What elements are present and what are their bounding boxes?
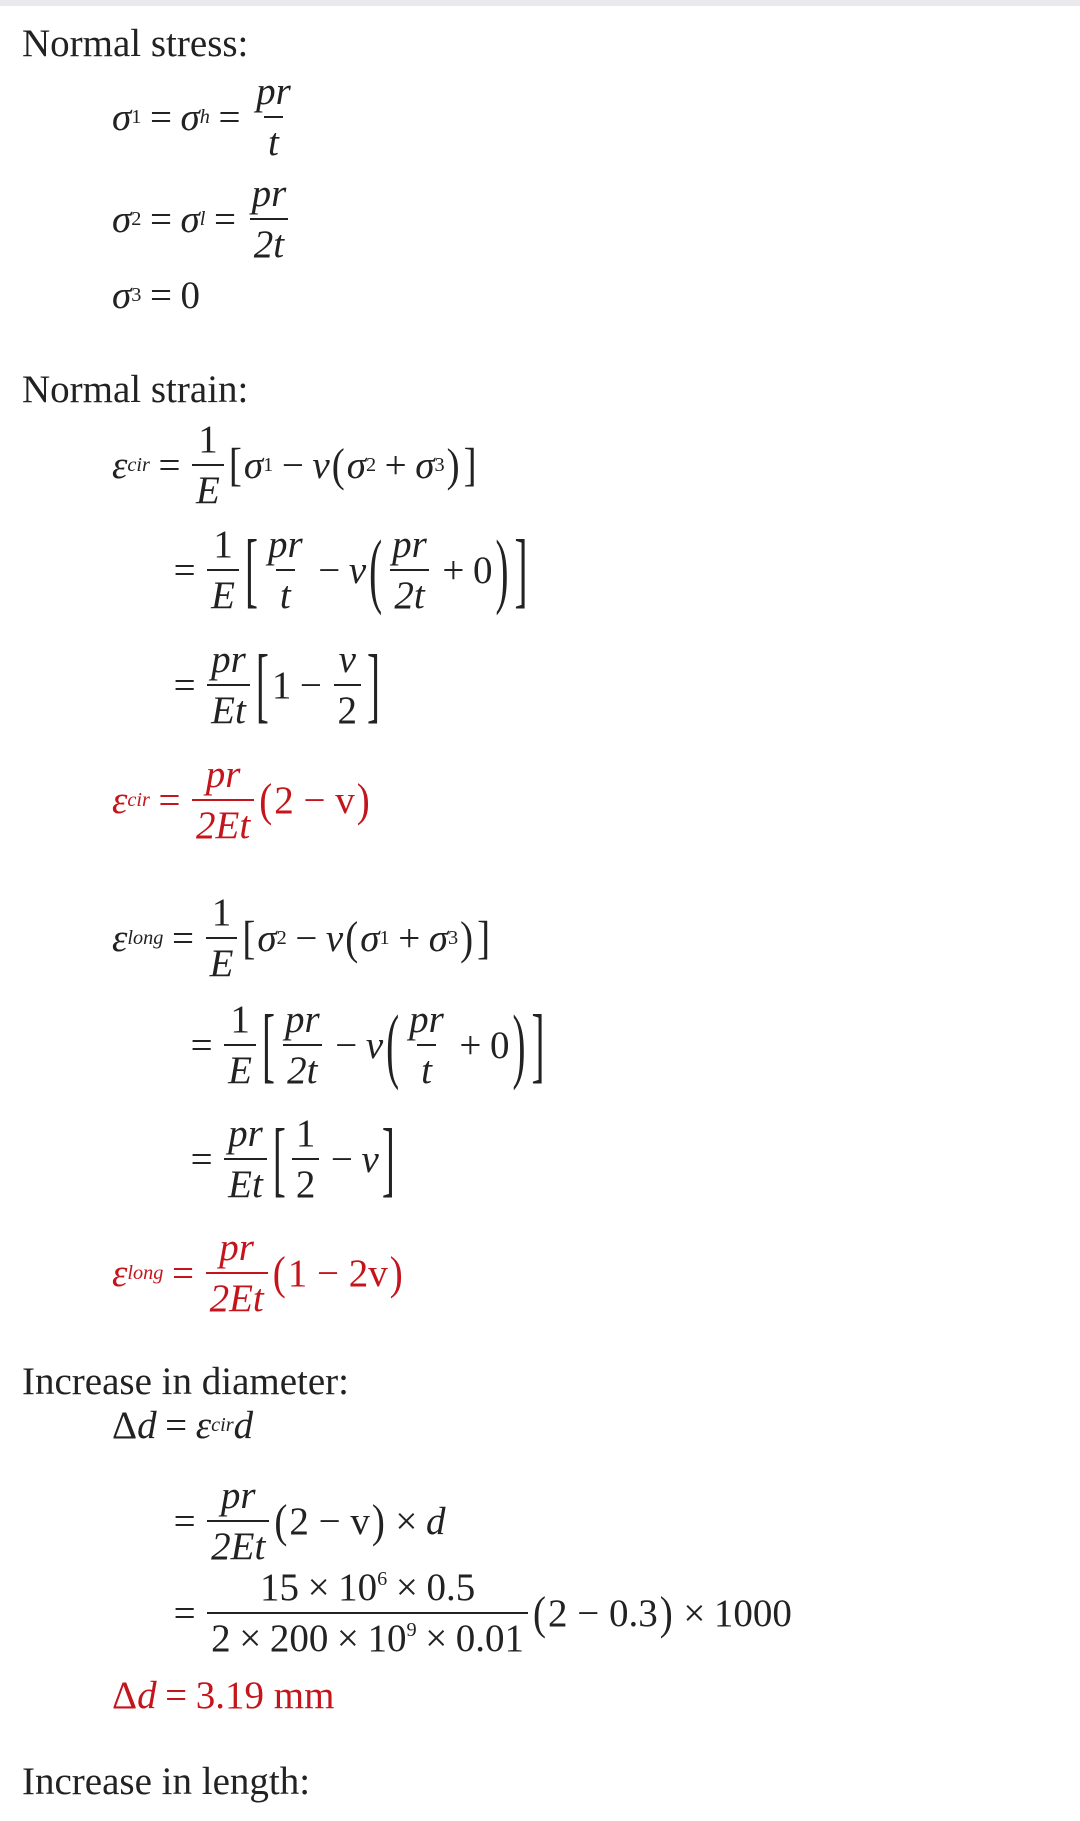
- operator: ×: [425, 1617, 448, 1660]
- expression: 2 − 0.3: [548, 1591, 658, 1635]
- operator: =: [165, 1404, 188, 1447]
- operator: ×: [239, 1617, 262, 1660]
- denominator: E: [206, 937, 238, 983]
- bracket: ]: [514, 523, 528, 617]
- symbol-sigma: σ: [360, 916, 380, 960]
- operator: +: [398, 916, 421, 960]
- symbol-sigma: σ: [180, 95, 200, 139]
- number: 0.5: [426, 1566, 476, 1609]
- equation-eps-long-line2: [182, 1000, 547, 1090]
- symbol-sigma: σ: [346, 443, 366, 487]
- subscript: long: [127, 926, 164, 949]
- numerator: pr: [251, 172, 287, 215]
- numerator: pr: [256, 70, 291, 113]
- numerator: [256, 1568, 479, 1612]
- equation-sigma1: [112, 72, 298, 162]
- operator: −: [335, 1023, 358, 1067]
- symbol-delta: Δ: [112, 1674, 138, 1717]
- numerator: pr: [228, 1112, 263, 1155]
- equation-eps-cir-line1: [112, 420, 479, 510]
- fraction: [252, 72, 295, 162]
- operator: =: [171, 916, 194, 960]
- numerator: pr: [211, 638, 246, 681]
- denominator: 2Et: [192, 799, 254, 845]
- fraction: [207, 640, 250, 730]
- numerator: 1: [213, 523, 233, 566]
- fraction: [292, 1114, 320, 1204]
- paren: ): [659, 1587, 673, 1639]
- equation-delta-d-line1: [112, 1406, 253, 1445]
- fraction: [224, 1114, 267, 1204]
- value-zero: 0: [489, 1023, 510, 1067]
- denominator: E: [224, 1044, 256, 1090]
- operator: =: [173, 1591, 196, 1635]
- paren: ): [512, 998, 526, 1092]
- symbol-epsilon: ε: [112, 1251, 128, 1295]
- operator: =: [149, 274, 172, 317]
- symbol-sigma: σ: [428, 916, 448, 960]
- fraction: [207, 1568, 528, 1658]
- denominator: t: [276, 569, 295, 615]
- bracket: [: [272, 1112, 286, 1206]
- operator: ×: [683, 1591, 706, 1635]
- equation-delta-d-line3: [165, 1568, 792, 1658]
- subscript: 3: [434, 453, 445, 476]
- denominator: t: [264, 116, 283, 162]
- paren: (: [369, 523, 383, 617]
- number: 10: [338, 1566, 378, 1609]
- subscript: l: [199, 207, 206, 230]
- result-value: 3.19: [195, 1674, 264, 1717]
- paren: (: [272, 1247, 286, 1299]
- equation-eps-cir-line2: [165, 525, 530, 615]
- symbol-d: d: [137, 1674, 157, 1717]
- symbol-sigma: σ: [243, 443, 264, 487]
- symbol-sigma: σ: [257, 916, 277, 960]
- symbol-nu: v: [365, 1023, 384, 1067]
- subscript: h: [199, 105, 210, 128]
- equation-sigma2: [112, 174, 293, 264]
- bracket: ]: [381, 1112, 395, 1206]
- fraction: [206, 893, 238, 983]
- result-unit: mm: [273, 1674, 335, 1717]
- subscript: 3: [131, 284, 142, 307]
- subscript: 2: [365, 453, 377, 476]
- operator: =: [171, 1251, 194, 1295]
- symbol-delta: Δ: [112, 1404, 138, 1447]
- operator: −: [299, 663, 322, 707]
- numerator: pr: [205, 753, 241, 796]
- operator: =: [158, 443, 181, 487]
- number: 10: [367, 1617, 407, 1660]
- number: 200: [269, 1617, 329, 1660]
- subscript: 2: [276, 926, 287, 949]
- bracket: [: [244, 523, 258, 617]
- operator: −: [318, 548, 341, 592]
- paren: ): [446, 439, 460, 491]
- symbol-epsilon: ε: [195, 1404, 212, 1447]
- fraction: [207, 1476, 269, 1566]
- denominator: 2t: [390, 569, 428, 615]
- paren: ): [460, 912, 474, 964]
- fraction: [264, 525, 307, 615]
- symbol-nu: v: [312, 443, 330, 487]
- numerator: pr: [267, 523, 303, 566]
- equation-eps-cir-line3: [165, 640, 383, 730]
- fraction: [192, 420, 224, 510]
- subscript: long: [127, 1261, 164, 1284]
- expression: 2 − v: [289, 1499, 370, 1543]
- symbol-d: d: [425, 1499, 446, 1543]
- value-one: 1: [271, 663, 292, 707]
- value-zero: 0: [180, 274, 201, 317]
- symbol-epsilon: ε: [112, 778, 128, 822]
- bracket: ]: [531, 998, 545, 1092]
- numerator: pr: [220, 1474, 256, 1517]
- operator: +: [459, 1023, 482, 1067]
- fraction: [281, 1000, 324, 1090]
- fraction: [388, 525, 431, 615]
- denominator: Et: [224, 1158, 267, 1204]
- fraction: [192, 755, 254, 845]
- denominator: 2t: [250, 218, 288, 264]
- denominator: 2Et: [206, 1272, 268, 1318]
- heading-increase-in-length: Increase in length:: [22, 1760, 311, 1803]
- symbol-sigma: σ: [112, 197, 132, 241]
- subscript: 2: [131, 207, 142, 230]
- number: 1000: [713, 1591, 792, 1635]
- page-top-bar: [0, 0, 1080, 6]
- number: 0.01: [455, 1617, 525, 1660]
- result-eps-long: [112, 1228, 405, 1318]
- operator: +: [384, 443, 407, 487]
- paren: (: [533, 1587, 547, 1639]
- symbol-sigma: σ: [415, 443, 435, 487]
- operator: =: [173, 1499, 196, 1543]
- symbol-nu: v: [348, 548, 367, 592]
- operator: =: [190, 1137, 213, 1181]
- denominator: Et: [207, 684, 250, 730]
- subscript: 1: [131, 105, 142, 128]
- symbol-sigma: σ: [180, 197, 200, 241]
- subscript: cir: [211, 1414, 234, 1437]
- exponent: 9: [406, 1618, 417, 1641]
- bracket: [: [242, 912, 256, 964]
- bracket: ]: [367, 638, 380, 732]
- numerator: 1: [230, 998, 250, 1041]
- denominator: E: [192, 464, 224, 510]
- subscript: 3: [448, 926, 459, 949]
- result-eps-cir: [112, 755, 372, 845]
- symbol-d: d: [137, 1404, 157, 1447]
- subscript: cir: [127, 788, 150, 811]
- expression: 1 − 2v: [287, 1251, 388, 1295]
- operator: =: [149, 95, 172, 139]
- heading-normal-strain: Normal strain:: [22, 368, 249, 411]
- symbol-nu: v: [325, 916, 344, 960]
- operator: −: [281, 443, 304, 487]
- symbol-d: d: [233, 1404, 254, 1447]
- subscript: 1: [379, 926, 390, 949]
- fraction: [334, 640, 362, 730]
- fraction: [224, 1000, 256, 1090]
- operator: +: [442, 548, 465, 592]
- number: 15: [259, 1566, 299, 1609]
- symbol-epsilon: ε: [112, 916, 128, 960]
- operator: =: [158, 778, 181, 822]
- operator: =: [165, 1674, 188, 1717]
- operator: ×: [336, 1617, 359, 1660]
- denominator: 2: [334, 684, 362, 730]
- bracket: ]: [463, 439, 477, 491]
- numerator: pr: [409, 998, 444, 1041]
- paren: (: [274, 1495, 288, 1547]
- symbol-nu: v: [361, 1137, 379, 1181]
- numerator: pr: [219, 1226, 254, 1269]
- numerator: pr: [392, 523, 427, 566]
- paren: (: [345, 912, 359, 964]
- fraction: [248, 174, 291, 264]
- symbol-sigma: σ: [112, 274, 132, 317]
- operator: −: [330, 1137, 353, 1181]
- paren: ): [371, 1495, 385, 1547]
- denominator: 2: [292, 1158, 320, 1204]
- paren: (: [331, 439, 345, 491]
- paren: ): [495, 523, 509, 617]
- operator: ×: [395, 1566, 418, 1609]
- equation-delta-d-line2: [165, 1476, 445, 1566]
- equation-sigma3: [112, 276, 200, 315]
- paren: (: [259, 774, 273, 826]
- denominator: 2t: [283, 1044, 321, 1090]
- operator: =: [173, 663, 196, 707]
- numerator: v: [338, 638, 356, 681]
- fraction: [405, 1000, 448, 1090]
- number: 2: [211, 1617, 231, 1660]
- paren: ): [389, 1247, 403, 1299]
- operator: =: [218, 95, 241, 139]
- symbol-epsilon: ε: [112, 443, 128, 487]
- heading-increase-in-diameter: Increase in diameter:: [22, 1360, 349, 1403]
- paren: ): [356, 774, 370, 826]
- denominator: 2Et: [207, 1520, 269, 1566]
- subscript: 1: [263, 453, 274, 476]
- equation-eps-long-line3: [182, 1114, 398, 1204]
- bracket: [: [228, 439, 242, 491]
- bracket: [: [261, 998, 275, 1092]
- denominator: E: [207, 569, 239, 615]
- operator: ×: [307, 1566, 330, 1609]
- operator: =: [213, 197, 236, 241]
- denominator: [207, 1612, 528, 1658]
- operator: −: [295, 916, 318, 960]
- equation-eps-long-line1: [112, 893, 492, 983]
- operator: ×: [395, 1499, 418, 1543]
- fraction: [207, 525, 239, 615]
- expression: 2 − v: [274, 778, 355, 822]
- subscript: cir: [127, 453, 150, 476]
- numerator: 1: [211, 891, 232, 934]
- operator: =: [190, 1023, 213, 1067]
- paren: (: [386, 998, 400, 1092]
- numerator: 1: [295, 1112, 316, 1155]
- numerator: 1: [198, 418, 218, 461]
- operator: =: [149, 197, 172, 241]
- symbol-sigma: σ: [112, 95, 132, 139]
- value-zero: 0: [472, 548, 493, 592]
- heading-normal-stress: Normal stress:: [22, 22, 249, 65]
- bracket: [: [255, 638, 269, 732]
- result-delta-d: [112, 1676, 334, 1715]
- numerator: pr: [284, 998, 320, 1041]
- bracket: ]: [477, 912, 491, 964]
- exponent: 6: [377, 1567, 388, 1590]
- denominator: t: [417, 1044, 436, 1090]
- fraction: [206, 1228, 268, 1318]
- operator: =: [173, 548, 196, 592]
